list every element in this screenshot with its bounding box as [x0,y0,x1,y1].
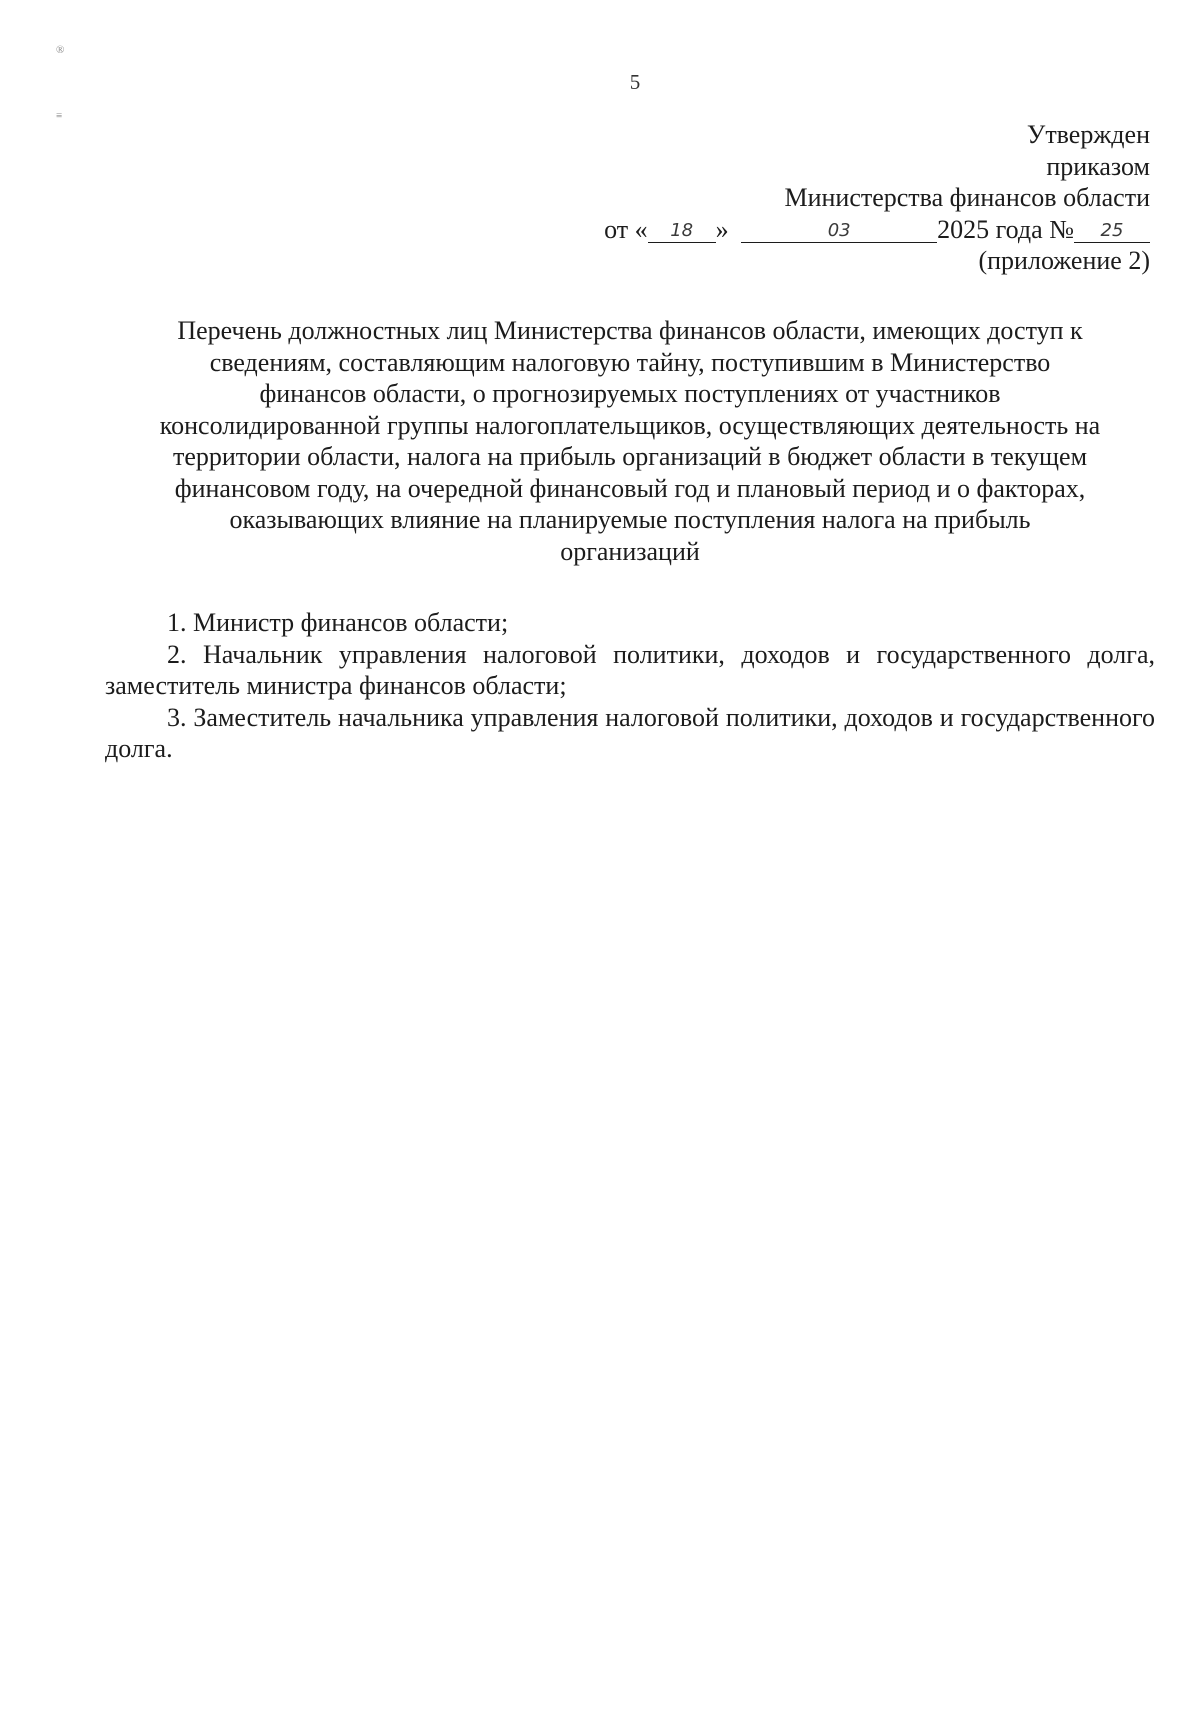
scan-mark: ® [56,44,65,56]
title-line: организаций [560,536,700,566]
date-quote-close: » [715,214,729,244]
title-line: сведениям, составляющим налоговую тайну, поступившим в Министерство [209,347,1051,377]
title-line: финансовом году, на очередной финансовый год и плановый период и о факторах, [174,473,1086,503]
list-item: 2. Начальник управления налоговой политики, доходов и государственного долга, заместитель министра финансов области; [105,639,1155,700]
appendix-label: (приложение 2) [978,246,1150,275]
title-line: консолидированной группы налогоплательщиков, осуществляющих деятельность на [159,410,1101,440]
order-number-field: 25 [1074,220,1150,243]
title-line: финансов области, о прогнозируемых поступлениях от участников [259,379,1001,408]
list-item: 1. Министр финансов области; [167,608,509,637]
approval-line: Утвержден [1026,120,1150,149]
title-line: оказывающих влияние на планируемые поступления налога на прибыль [229,505,1031,534]
date-month-field: 03 [741,220,937,243]
date-prefix: от « [604,214,648,244]
date-day-field: 18 [648,220,716,243]
approval-line: приказом [1046,151,1150,181]
date-year-text: 2025 года № [937,214,1074,244]
approval-date-line [604,214,1150,246]
officials-list [105,607,1155,765]
list-item: 3. Заместитель начальника управления налоговой политики, доходов и государственного долга. [105,702,1155,763]
title-line: Перечень должностных лиц Министерства финансов области, имеющих доступ к [177,316,1083,345]
page-number: 5 [629,70,641,94]
approval-block [604,119,1150,277]
title-line: территории области, налога на прибыль организаций в бюджет области в текущем [172,442,1088,471]
scan-mark: ≡ [56,110,63,122]
document-title [105,315,1155,567]
approval-line: Министерства финансов области [784,183,1150,212]
